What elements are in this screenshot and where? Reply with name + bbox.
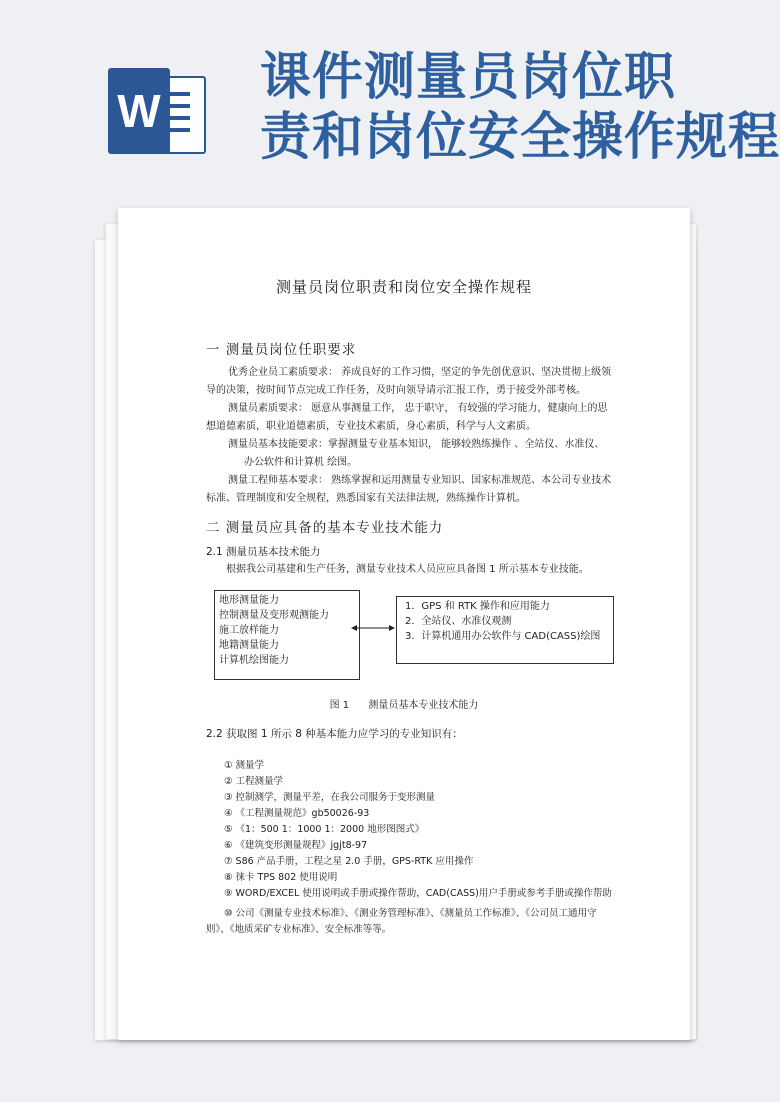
figure-number: 图 1 — [329, 700, 350, 711]
paragraph: 优秀企业员工素质要求： 养成良好的工作习惯，坚定的争先创优意识、坚决贯彻上级领导的决策，按时间节点完成工作任务，及时向领导请示汇报工作，勇于接受外部考核。 — [206, 367, 612, 396]
subsection-2-1-heading: 2.1 测量员基本技术能力 — [206, 546, 321, 558]
subsection-2-2-heading: 2.2 获取图 1 所示 8 种基本能力应学习的专业知识有： — [206, 728, 463, 740]
skill-item: 施工放样能力 — [219, 625, 279, 636]
paragraph: 办公软件和计算机 绘图。 — [244, 457, 358, 468]
skill-item: 计算机绘图能力 — [219, 655, 289, 666]
skill-item: 2．全站仪、水准仪观测 — [405, 616, 512, 627]
list-item: ① 测量学 — [224, 760, 265, 771]
figure-caption-text: 测量员基本专业技术能力 — [368, 700, 479, 711]
paragraph: 测量工程师基本要求： 熟练掌握和运用测量专业知识、国家标准规范、本公司专业技术标准、管理制度和安全规程，熟悉国家有关法律法规，熟练操作计算机。 — [206, 475, 612, 504]
section-1-heading: 一 测量员岗位任职要求 — [206, 342, 357, 358]
subsection-2-1-text: 根据我公司基建和生产任务，测量专业技术人员应应具备图 1 所示基本专业技能。 — [226, 564, 589, 575]
list-item: ④ 《工程测量规范》gb50026-93 — [224, 808, 370, 819]
knowledge-list — [206, 758, 616, 938]
double-arrow-icon — [351, 623, 395, 633]
skill-item: 3．计算机通用办公软件与 CAD(CASS)绘图 — [405, 631, 601, 642]
skill-item: 控制测量及变形观测能力 — [219, 610, 329, 621]
word-document-icon — [108, 68, 208, 154]
skills-left-box — [214, 590, 360, 680]
list-item: ③ 控制测学，测量平差，在我公司服务于变形测量 — [224, 792, 436, 803]
document-page — [118, 208, 690, 1040]
word-icon-letter: W — [108, 68, 170, 154]
list-item: ② 工程测量学 — [224, 776, 284, 787]
cover-title-line-1: 课件测量员岗位职 — [260, 48, 677, 107]
skills-right-box — [396, 596, 614, 664]
paragraph: 测量员基本技能要求：掌握测量专业基本知识， 能够较熟练操作 、全站仪、水准仪、 — [228, 439, 605, 450]
list-item: ⑦ S86 产品手册，工程之星 2.0 手册，GPS-RTK 应用操作 — [224, 856, 474, 867]
list-item: ⑧ 徕卡 TPS 802 使用说明 — [224, 872, 338, 883]
skill-item: 1．GPS 和 RTK 操作和应用能力 — [405, 601, 550, 612]
list-item: ⑨ WORD/EXCEL 使用说明或手册或操作帮助，CAD(CASS)用户手册或参考手册或操作帮助 — [224, 888, 612, 899]
cover-title-line-2: 责和岗位安全操作规程 — [260, 108, 780, 167]
section-1-body — [206, 364, 616, 508]
figure-caption — [118, 696, 690, 711]
skill-item: 地形测量能力 — [219, 595, 279, 606]
section-2-heading: 二 测量员应具备的基本专业技术能力 — [206, 520, 444, 536]
paragraph: 测量员素质要求： 愿意从事测量工作， 忠于职守， 有较强的学习能力，健康向上的思想道德素质，职业道德素质，专业技术素质，身心素质，科学与人文素质。 — [206, 403, 608, 432]
list-item: ⑩ 公司《测量专业技术标准》、《测业务管理标准》、《测量员工作标准》、《公司员工通用守则》、《地质采矿专业标准》、安全标准等等。 — [206, 908, 597, 935]
document-title: 测量员岗位职责和岗位安全操作规程 — [275, 278, 532, 296]
list-item: ⑤ 《1：500 1：1000 1：2000 地形图图式》 — [224, 824, 425, 835]
skill-item: 地籍测量能力 — [219, 640, 279, 651]
cover-title — [260, 48, 780, 168]
list-item: ⑥ 《建筑变形测量规程》jgjt8-97 — [224, 840, 368, 851]
